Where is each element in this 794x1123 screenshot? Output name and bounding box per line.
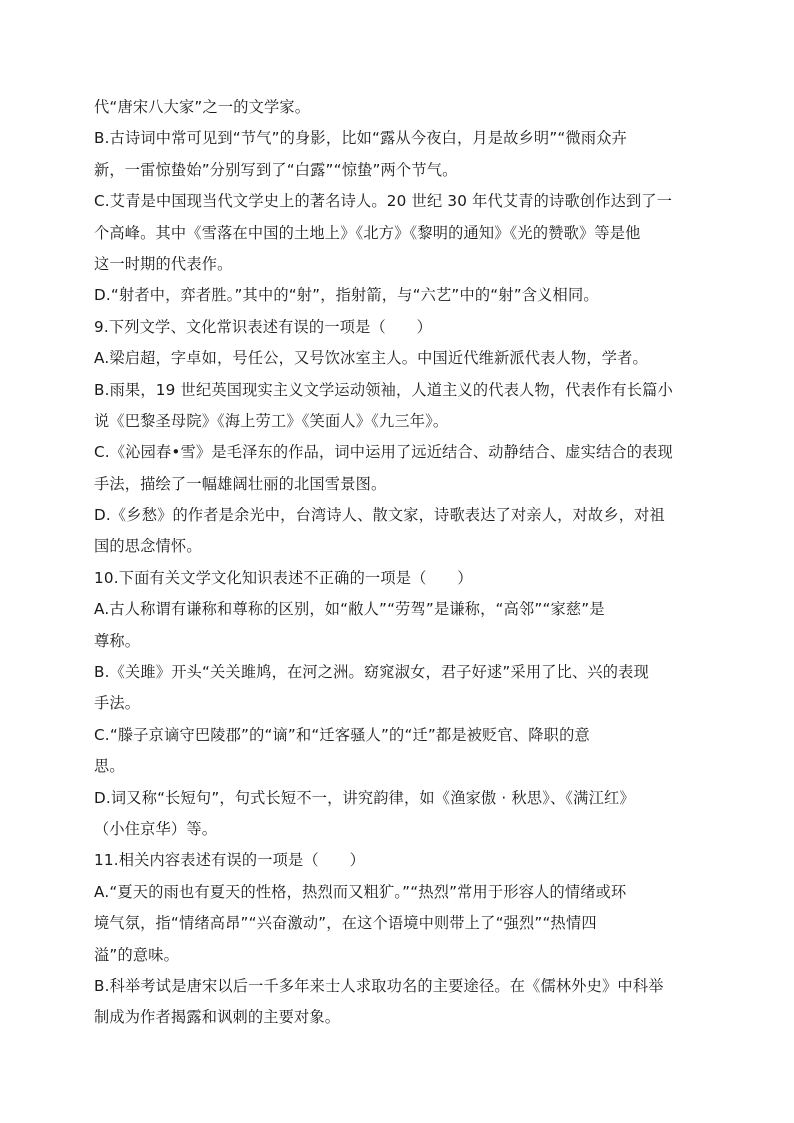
text-line: 手法。 [94, 694, 141, 713]
text-line: B.雨果，19 世纪英国现实主义文学运动领袖，人道主义的代表人物，代表作有长篇小 [94, 380, 673, 399]
text-line: B.古诗词中常可见到“节气”的身影，比如“露从今夜白，月是故乡明”“微雨众卉 [94, 129, 627, 148]
text-line: 制成为作者揭露和讽刺的主要对象。 [94, 1008, 341, 1027]
text-line: （小住京华）等。 [94, 819, 218, 838]
text-line: A.梁启超，字卓如，号任公，又号饮冰室主人。中国近代维新派代表人物，学者。 [94, 349, 648, 368]
document-body [94, 92, 704, 1034]
text-line: D.《乡愁》的作者是余光中，台湾诗人、散文家，诗歌表达了对亲人，对故乡，对祖 [94, 506, 665, 525]
text-line: B.《关雎》开头“关关雎鸠，在河之洲。窈窕淑女，君子好逑”采用了比、兴的表现 [94, 663, 649, 682]
text-line: D.词又称“长短句”，句式长短不一，讲究韵律，如《渔家傲 · 秋思》、《满江红》 [94, 788, 635, 807]
text-line: C.艾青是中国现当代文学史上的著名诗人。20 世纪 30 年代艾青的诗歌创作达到了一 [94, 192, 673, 211]
text-line: A.“夏天的雨也有夏天的性格，热烈而又粗犷。”“热烈”常用于形容人的情绪或环 [94, 882, 627, 901]
text-line: 思。 [94, 757, 125, 776]
text-line: 境气氛，指“情绪高昂”“兴奋激动”，在这个语境中则带上了“强烈”“热情四 [94, 914, 597, 933]
question-10-title: 10.下面有关文学文化知识表述不正确的一项是（ ） [94, 568, 473, 587]
text-line: B.科举考试是唐宋以后一千多年来士人求取功名的主要途径。在《儒林外史》中科举 [94, 976, 664, 995]
text-line: C.《沁园春•雪》是毛泽东的作品，词中运用了远近结合、动静结合、虚实结合的表现 [94, 443, 673, 462]
text-line: 新，一雷惊蛰始”分别写到了“白露”“惊蛰”两个节气。 [94, 160, 458, 179]
text-line: 溢”的意味。 [94, 945, 180, 964]
question-9-title: 9.下列文学、文化常识表述有误的一项是（ ） [94, 317, 433, 336]
text-line: 个高峰。其中《雪落在中国的土地上》《北方》《黎明的通知》《光的赞歌》等是他 [94, 223, 641, 242]
text-line: 这一时期的代表作。 [94, 254, 233, 273]
text-line: 国的思念情怀。 [94, 537, 202, 556]
text-line: 手法，描绘了一幅雄阔壮丽的北国雪景图。 [94, 474, 387, 493]
text-line: C.“滕子京谪守巴陵郡”的“谪”和“迁客骚人”的“迁”都是被贬官、降职的意 [94, 725, 590, 744]
text-line: 说《巴黎圣母院》《海上劳工》《笑面人》《九三年》。 [94, 411, 449, 430]
text-line: D.“射者中，弈者胜。”其中的“射”，指射箭，与“六艺”中的“射”含义相同。 [94, 286, 599, 305]
question-11-title: 11.相关内容表述有误的一项是（ ） [94, 851, 365, 870]
text-line: 尊称。 [94, 631, 141, 650]
text-line: 代“唐宋八大家”之一的文学家。 [94, 98, 311, 116]
text-line: A.古人称谓有谦称和尊称的区别，如“敝人”“劳驾”是谦称，“高邻”“家慈”是 [94, 600, 605, 619]
